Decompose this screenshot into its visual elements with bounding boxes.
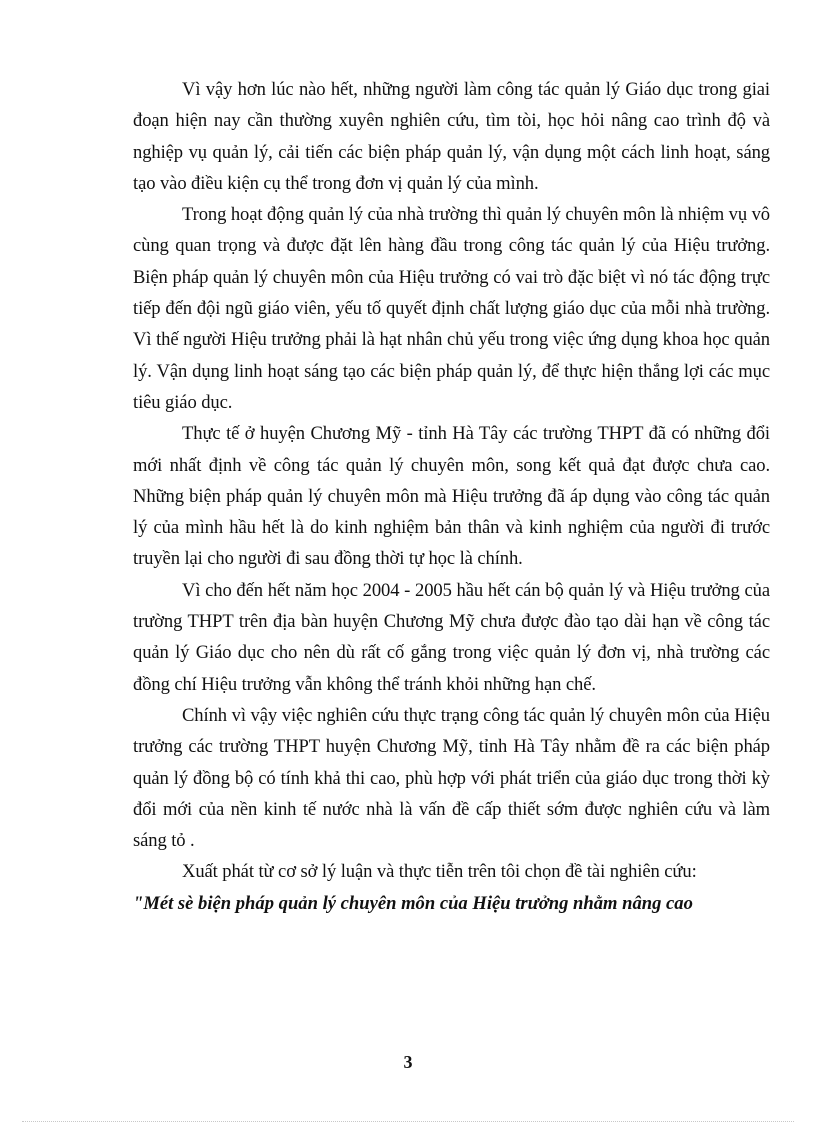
- paragraph-2: Trong hoạt động quản lý của nhà trường thì quản lý chuyên môn là nhiệm vụ vô cùng quan trọng và được đặt lên hàng đầu trong công tác quản lý của Hiệu trưởng. Biện pháp quản lý chuyên môn của Hiệu trưởng có vai trò đặc biệt vì nó tác động trực tiếp đến đội ngũ giáo viên, yếu tố quyết định chất lượng giáo dục của mỗi nhà trường. Vì thế người Hiệu trưởng phải là hạt nhân chủ yếu trong việc ứng dụng khoa học quản lý. Vận dụng linh hoạt sáng tạo các biện pháp quản lý, để thực hiện thắng lợi các mục tiêu giáo dục.: [133, 204, 770, 413]
- page-number: 3: [403, 1052, 413, 1072]
- body-text: [133, 74, 770, 919]
- paragraph-4: Vì cho đến hết năm học 2004 - 2005 hầu hết cán bộ quản lý và Hiệu trưởng của trường THPT trên địa bàn huyện Chương Mỹ chưa được đào tạo dài hạn về công tác quản lý Giáo dục cho nên dù rất cố gắng trong việc quản lý đơn vị, nhà trường các đồng chí Hiệu trưởng vẫn không thể tránh khỏi những hạn chế.: [133, 579, 770, 695]
- paragraph-3: Thực tế ở huyện Chương Mỹ - tỉnh Hà Tây các trường THPT đã có những đổi mới nhất định về công tác quản lý chuyên môn, song kết quả đạt được chưa cao. Những biện pháp quản lý chuyên môn mà Hiệu trưởng đã áp dụng vào công tác quản lý của mình hầu hết là do kinh nghiệm bản thân và kinh nghiệm của người đi trước truyền lại cho người đi sau đồng thời tự học là chính.: [133, 423, 770, 570]
- paragraph-6: Xuất phát từ cơ sở lý luận và thực tiễn trên tôi chọn đề tài nghiên cứu:: [182, 861, 697, 883]
- paragraph-1: Vì vậy hơn lúc nào hết, những người làm công tác quản lý Giáo dục trong giai đoạn hiện nay cần thường xuyên nghiên cứu, tìm tòi, học hỏi nâng cao trình độ và nghiệp vụ quản lý, cải tiến các biện pháp quản lý, vận dụng một cách linh hoạt, sáng tạo vào điều kiện cụ thể trong đơn vị quản lý của mình.: [133, 79, 770, 194]
- page-bottom-divider: [22, 1121, 794, 1122]
- paragraph-5: Chính vì vậy việc nghiên cứu thực trạng công tác quản lý chuyên môn của Hiệu trưởng các trường THPT huyện Chương Mỹ, tỉnh Hà Tây nhằm đề ra các biện pháp quản lý đồng bộ có tính khả thi cao, phù hợp với phát triển của giáo dục trong thời kỳ đổi mới của nền kinh tế nước nhà là vấn đề cấp thiết sớm được nghiên cứu và làm sáng tỏ .: [133, 704, 770, 852]
- topic-title-line: "Mét sè biện pháp quản lý chuyên môn của Hiệu trưởng nhằm nâng cao: [133, 892, 693, 914]
